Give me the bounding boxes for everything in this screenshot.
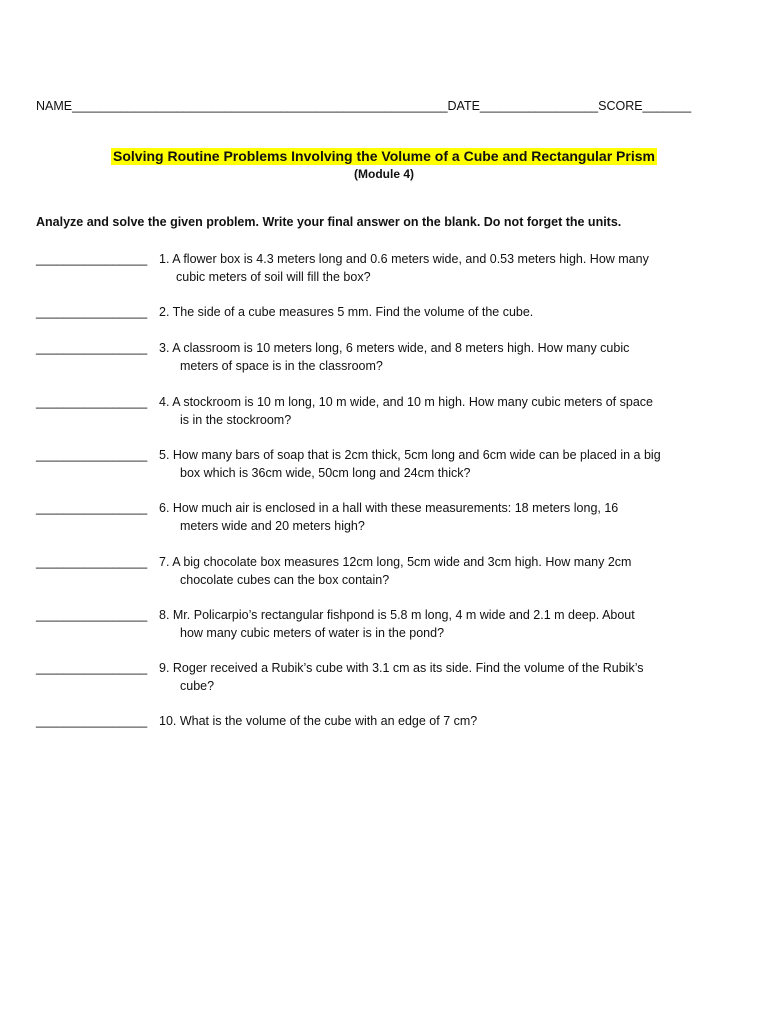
instructions: Analyze and solve the given problem. Write your final answer on the blank. Do not forget the units.	[36, 215, 622, 229]
problem-text-line: chocolate cubes can the box contain?	[180, 573, 390, 587]
answer-blank: ________________	[36, 395, 148, 409]
problem-text	[159, 659, 733, 695]
name-date-score-line: NAME______________________________________________________DATE_________________SCORE_______	[36, 99, 692, 113]
problem-text-line: 4. A stockroom is 10 m long, 10 m wide, and 10 m high. How many cubic meters of space	[159, 395, 653, 409]
worksheet-title: Solving Routine Problems Involving the Volume of a Cube and Rectangular Prism	[113, 148, 655, 164]
problem-text-line: meters of space is in the classroom?	[180, 359, 383, 373]
title-container	[0, 148, 768, 166]
problem-text-line: 6. How much air is enclosed in a hall with these measurements: 18 meters long, 16	[159, 501, 619, 515]
problem-text-line: 10. What is the volume of the cube with an edge of 7 cm?	[159, 714, 478, 728]
answer-blank: ________________	[36, 252, 148, 266]
answer-blank: ________________	[36, 448, 148, 462]
problem-text	[159, 499, 733, 535]
problem-text	[159, 553, 733, 589]
problem-text	[159, 712, 733, 730]
answer-blank: ________________	[36, 608, 148, 622]
problem-text-line: 3. A classroom is 10 meters long, 6 meters wide, and 8 meters high. How many cubic	[159, 341, 630, 355]
problem-text-line: box which is 36cm wide, 50cm long and 24cm thick?	[180, 466, 471, 480]
problem-text-line: 8. Mr. Policarpio’s rectangular fishpond is 5.8 m long, 4 m wide and 2.1 m deep. About	[159, 608, 635, 622]
answer-blank: ________________	[36, 341, 148, 355]
problem-text-line: how many cubic meters of water is in the pond?	[180, 626, 445, 640]
answer-blank: ________________	[36, 501, 148, 515]
problem-text-line: cubic meters of soil will fill the box?	[176, 270, 371, 284]
problem-text-line: 2. The side of a cube measures 5 mm. Find the volume of the cube.	[159, 305, 534, 319]
answer-blank: ________________	[36, 305, 148, 319]
problem-text	[159, 250, 733, 286]
module-label: (Module 4)	[354, 167, 414, 181]
problem-text-line: 7. A big chocolate box measures 12cm long, 5cm wide and 3cm high. How many 2cm	[159, 555, 632, 569]
problem-text-line: 9. Roger received a Rubik’s cube with 3.1 cm as its side. Find the volume of the Rubik’s	[159, 661, 644, 675]
answer-blank: ________________	[36, 555, 148, 569]
problem-text-line: 1. A flower box is 4.3 meters long and 0.6 meters wide, and 0.53 meters high. How many	[159, 252, 649, 266]
problem-text-line: 5. How many bars of soap that is 2cm thick, 5cm long and 6cm wide can be placed in a big	[159, 448, 661, 462]
problem-text	[159, 446, 733, 482]
problem-text	[159, 339, 733, 375]
problem-text-line: is in the stockroom?	[180, 413, 292, 427]
problem-text	[159, 606, 733, 642]
problem-text-line: cube?	[180, 679, 215, 693]
answer-blank: ________________	[36, 714, 148, 728]
problem-text-line: meters wide and 20 meters high?	[180, 519, 365, 533]
problem-text	[159, 303, 733, 321]
answer-blank: ________________	[36, 661, 148, 675]
problem-text	[159, 393, 733, 429]
